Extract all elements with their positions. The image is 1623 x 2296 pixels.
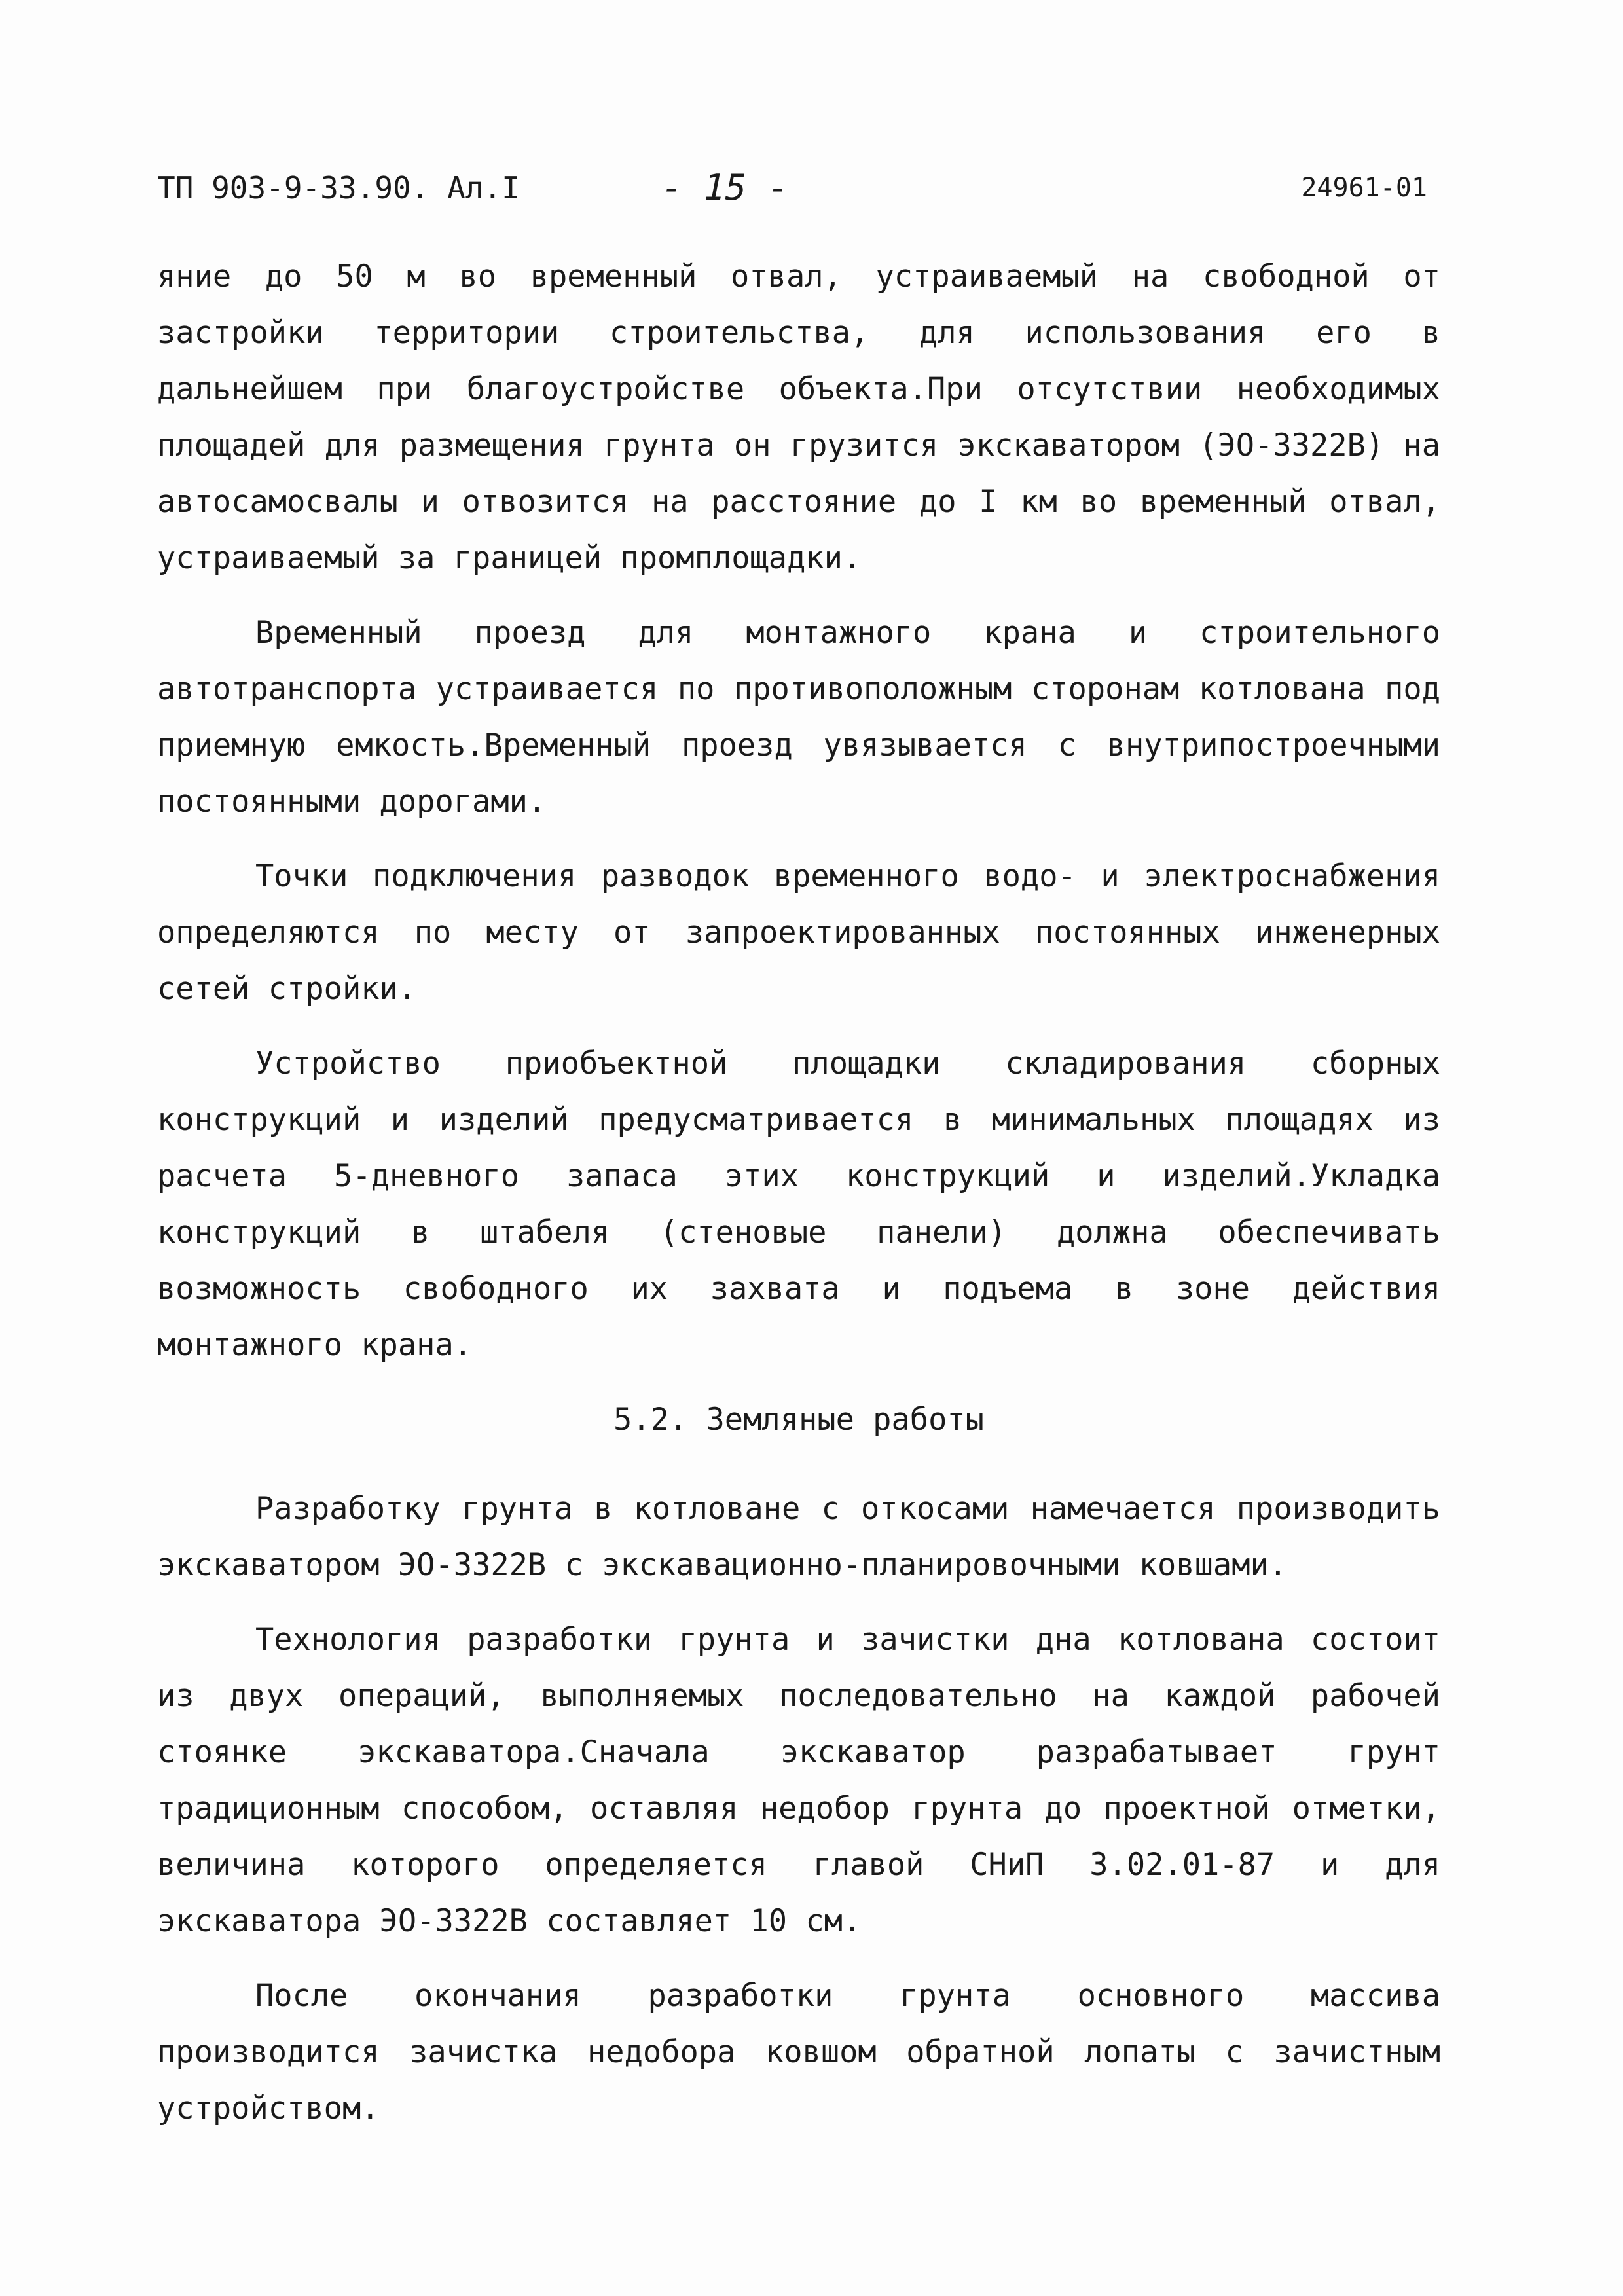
section-paragraph-1: Разработку грунта в котловане с откосами намечается производить экскаватором ЭО-3322В с экскавационно-планировочными ковшами.	[157, 1491, 1440, 1583]
paragraph-4: Устройство приобъектной площадки складирования сборных конструкций и изделий предусматривается в минимальных площадях из расчета 5-дневного запаса этих конструкций и изделий.Укладка конструкций в штабеля (стеновые панели) должна обеспечивать возможность свободного их захвата и подъема в зоне действия монтажного крана.	[157, 1046, 1440, 1363]
section-paragraph-3: После окончания разработки грунта основного массива производится зачистка недобора ковшом обратной лопаты с зачистным устройством.	[157, 1978, 1440, 2126]
section-paragraph-2: Технология разработки грунта и зачистки дна котлована состоит из двух операций, выполняемых последовательно на каждой рабочей стоянке экскаватора.Сначала экскаватор разрабатывает грунт традиционным способом, оставляя недобор грунта до проектной отметки, величина которого определяется главой СНиП 3.02.01-87 и для экскаватора ЭО-3322В составляет 10 см.	[157, 1622, 1440, 1939]
document-number: 24961-01	[1301, 173, 1427, 203]
paragraph-2: Временный проезд для монтажного крана и строительного автотранспорта устраивается по противоположным сторонам котлована под приемную емкость.Временный проезд увязывается с внутрипостроечными постоянными дорогами.	[157, 615, 1440, 820]
paragraph-1: яние до 50 м во временный отвал, устраиваемый на свободной от застройки территории строительства, для использования его в дальнейшем при благоустройстве объекта.При отсутствии необходимых площадей для размещения грунта он грузится экскаватором (ЭО-3322В) на автосамосвалы и отвозится на расстояние до I км во временный отвал, устраиваемый за границей промплощадки.	[157, 259, 1440, 576]
document-code: ТП 903-9-33.90. Ал.I	[157, 170, 520, 206]
page-header	[157, 165, 1427, 211]
paragraph-3: Точки подключения разводок временного водо- и электроснабжения определяются по месту от запроектированных постоянных инженерных сетей стройки.	[157, 858, 1440, 1007]
document-body	[157, 249, 1440, 2155]
section-heading: 5.2. Земляные работы	[613, 1402, 984, 1438]
page-number: - 15 -	[661, 167, 790, 208]
